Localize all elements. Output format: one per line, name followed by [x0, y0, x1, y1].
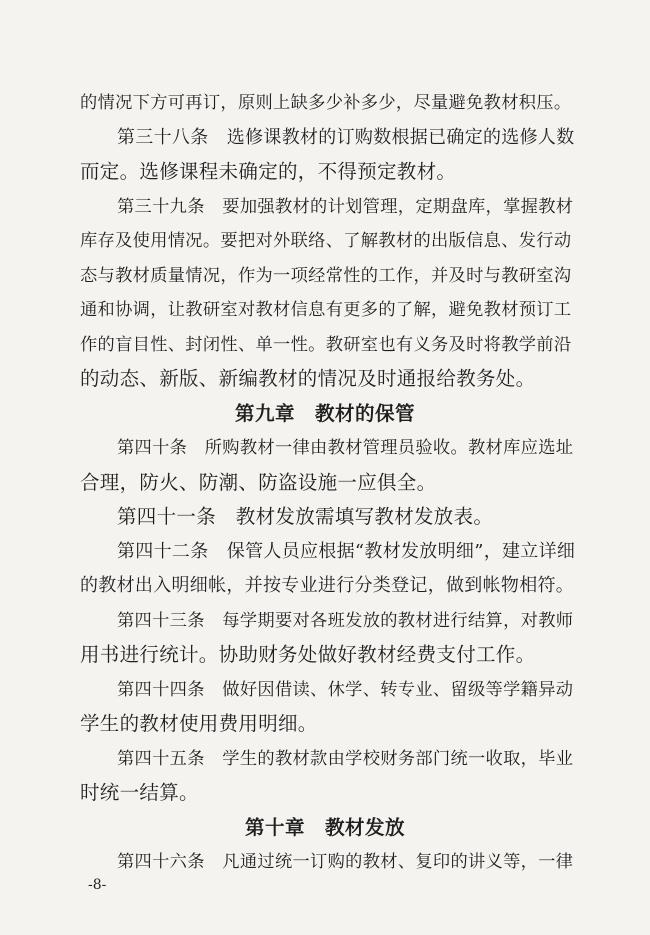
text-line: 时统一结算。	[80, 781, 199, 804]
text-line: 第四十六条 凡通过统一订购的教材、复印的讲义等，一律	[117, 852, 574, 872]
text-line: 通和协调，让教研室对教材信息有更多的了解，避免教材预订工	[80, 300, 572, 320]
text-line: 作的盲目性、封闭性、单一性。教研室也有义务及时将教学前沿	[80, 335, 572, 355]
chapter-heading: 第十章 教材发放	[244, 816, 405, 839]
text-line: 而定。选修课程未确定的，不得预定教材。	[80, 160, 457, 183]
text-line: 的情况下方可再订，原则上缺多少补多少，尽量避免教材积压。	[80, 93, 572, 113]
text-line: 第四十三条 每学期要对各班发放的教材进行结算，对教师	[117, 611, 574, 631]
text-line: 的教材出入明细帐，并按专业进行分类登记，做到帐物相符。	[80, 575, 575, 596]
text-line: 合理，防火、防潮、防盗设施一应俱全。	[80, 471, 437, 494]
text-line: 态与教材质量情况，作为一项经常性的工作，并及时与教研室沟	[80, 266, 572, 286]
text-line: 第三十九条 要加强教材的计划管理，定期盘库，掌握教材	[117, 197, 574, 217]
text-line: 第三十八条 选修课教材的订购数根据已确定的选修人数	[117, 127, 575, 148]
text-line: 的动态、新版、新编教材的情况及时通报给教务处。	[80, 367, 536, 390]
text-line: 学生的教材使用费用明细。	[80, 712, 318, 735]
page-number: -8-	[88, 877, 107, 893]
text-line: 第四十条 所购教材一律由教材管理员验收。教材库应选址	[117, 438, 574, 458]
text-line: 第四十二条 保管人员应根据“教材发放明细”，建立详细	[117, 541, 576, 562]
text-line: 第四十四条 做好因借读、休学、转专业、留级等学籍异动	[117, 680, 574, 700]
text-line: 用书进行统计。协助财务处做好教材经费支付工作。	[80, 643, 536, 666]
text-line: 库存及使用情况。要把对外联络、了解教材的出版信息、发行动	[80, 231, 572, 251]
chapter-heading: 第九章 教材的保管	[234, 402, 415, 425]
text-line: 第四十一条 教材发放需填写教材发放表。	[117, 505, 494, 528]
text-line: 第四十五条 学生的教材款由学校财务部门统一收取，毕业	[117, 749, 574, 769]
